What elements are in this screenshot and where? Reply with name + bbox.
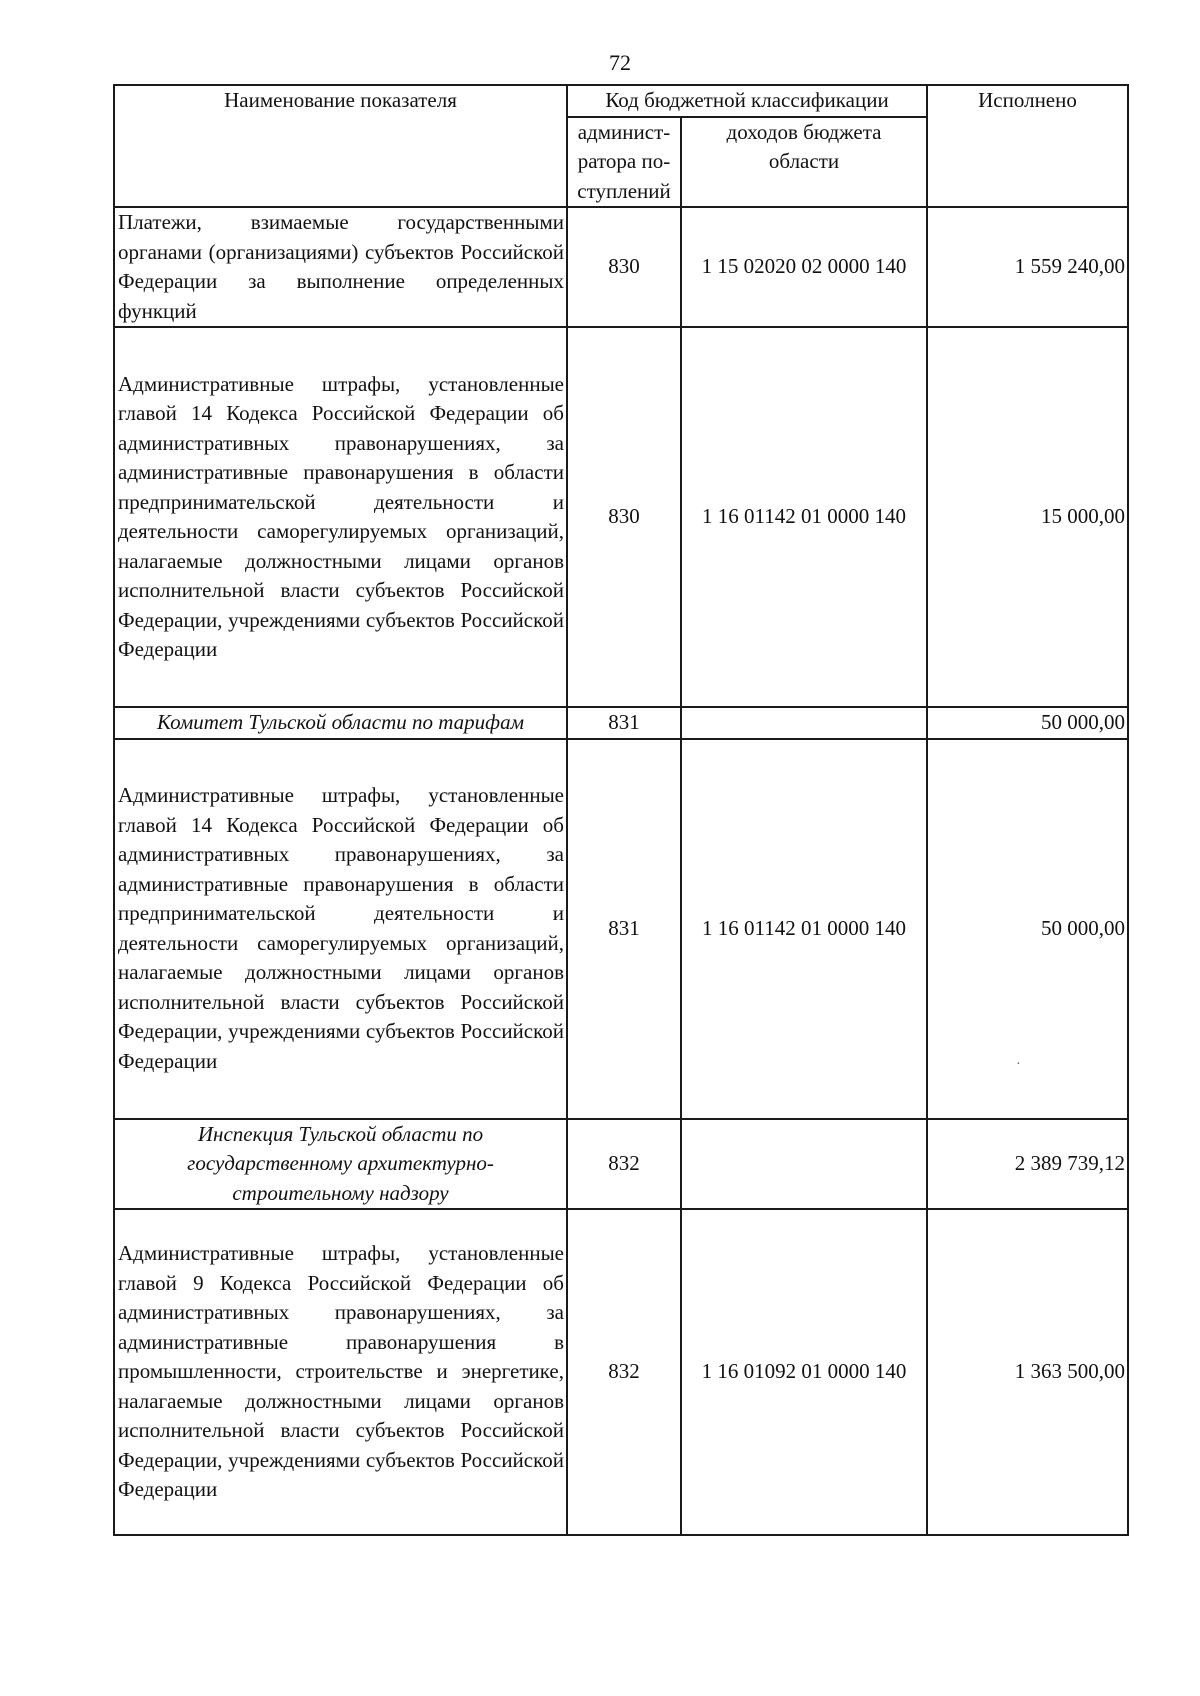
row-income-code: 1 15 02020 02 0000 140: [681, 207, 927, 327]
header-executed: Исполнено: [927, 85, 1128, 207]
header-code-group: Код бюджетной классификации: [567, 85, 927, 117]
row-executed: 15 000,00: [927, 327, 1128, 707]
table-header-row: [114, 85, 1128, 117]
header-income-line-1: доходов бюджета: [726, 119, 882, 144]
table-row: [114, 739, 1128, 1119]
row-executed: 50 000,00: [927, 707, 1128, 739]
row-admin-code: 830: [567, 207, 681, 327]
row-admin-code: 831: [567, 707, 681, 739]
row-name: Административные штрафы, установленные главой 14 Кодекса Российской Федерации об административных правонарушениях, за административные правонарушения в области предпринимательской деятельности и деятельности саморегулируемых организаций, налагаемые должностными лицами органов исполнительной власти субъектов Российской Федерации, учреждениями субъектов Российской Федерации: [114, 739, 567, 1119]
row-organization-name: Комитет Тульской области по тарифам: [114, 707, 567, 739]
table-row: [114, 1209, 1128, 1535]
row-organization-name: Инспекция Тульской области по государственному архитектурно-строительному надзору: [114, 1119, 567, 1210]
table-row: [114, 327, 1128, 707]
row-name: Административные штрафы, установленные главой 9 Кодекса Российской Федерации об административных правонарушениях, за административные правонарушения в промышленности, строительстве и энергетике, налагаемые должностными лицами органов исполнительной власти субъектов Российской Федерации, учреждениями субъектов Российской Федерации: [114, 1209, 567, 1535]
header-income: [681, 117, 927, 208]
scan-speck: ·: [1016, 1057, 1021, 1072]
budget-execution-table: [113, 84, 1129, 1536]
table-row-organization: [114, 1119, 1128, 1210]
header-income-line-2: области: [768, 149, 840, 173]
row-executed: 50 000,00: [927, 739, 1128, 1119]
table-row: [114, 207, 1128, 327]
row-income-code: 1 16 01142 01 0000 140: [681, 739, 927, 1119]
row-admin-code: 830: [567, 327, 681, 707]
header-admin: [567, 117, 681, 208]
row-executed: 1 363 500,00: [927, 1209, 1128, 1535]
row-income-code: 1 16 01142 01 0000 140: [681, 327, 927, 707]
row-executed: 2 389 739,12: [927, 1119, 1128, 1210]
row-executed: 1 559 240,00: [927, 207, 1128, 327]
row-admin-code: 831: [567, 739, 681, 1119]
row-admin-code: 832: [567, 1119, 681, 1210]
row-income-code: 1 16 01092 01 0000 140: [681, 1209, 927, 1535]
header-name: Наименование показателя: [114, 85, 567, 207]
row-name: Платежи, взимаемые государственными органами (организациями) субъектов Российской Федерации за выполнение определенных функций: [114, 207, 567, 327]
page-number: 72: [609, 50, 631, 75]
row-income-code: [681, 1119, 927, 1210]
row-income-code: [681, 707, 927, 739]
table-row-organization: [114, 707, 1128, 739]
header-admin-line-2: ратора по-: [577, 149, 671, 173]
row-admin-code: 832: [567, 1209, 681, 1535]
row-name: Административные штрафы, установленные главой 14 Кодекса Российской Федерации об административных правонарушениях, за административные правонарушения в области предпринимательской деятельности и деятельности саморегулируемых организаций, налагаемые должностными лицами органов исполнительной власти субъектов Российской Федерации, учреждениями субъектов Российской Федерации: [114, 327, 567, 707]
header-admin-line-3: ступлений: [577, 178, 671, 203]
header-admin-line-1: админист-: [577, 119, 671, 144]
